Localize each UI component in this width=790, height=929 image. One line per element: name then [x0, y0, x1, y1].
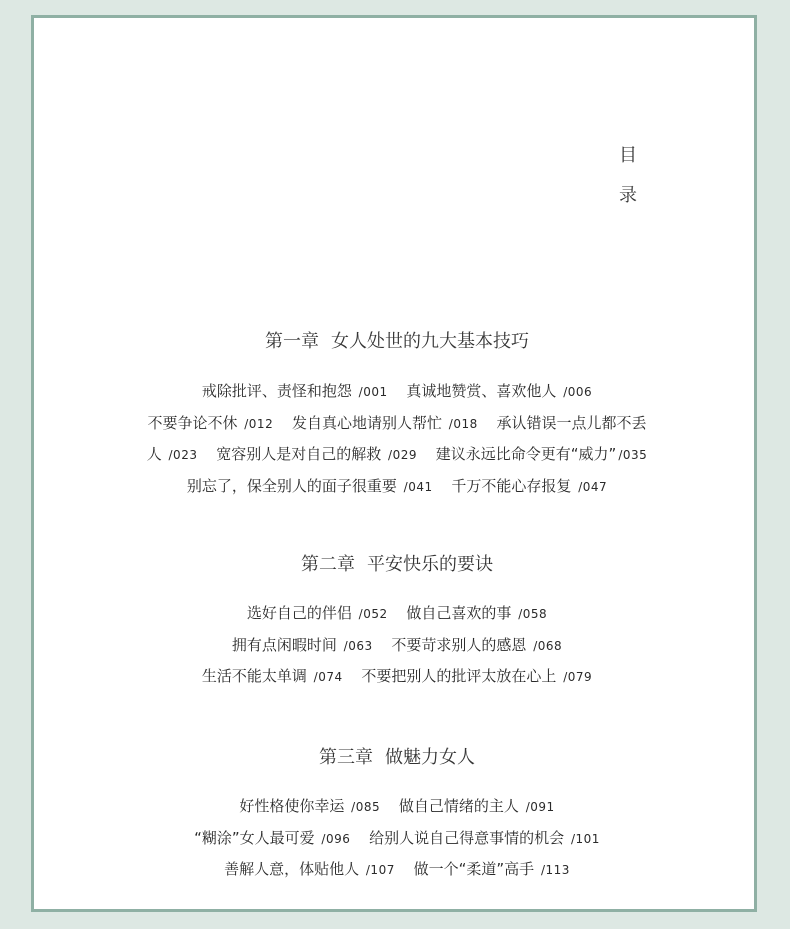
toc-line — [34, 439, 760, 471]
chapter-1-heading — [34, 327, 760, 353]
chapter-title: 平安快乐的要诀 — [367, 554, 493, 575]
toc-line — [34, 376, 760, 408]
toc-entry[interactable]: 建议永远比命令更有“威力” /035 — [435, 445, 648, 463]
toc-entry[interactable]: 生活不能太单调 /074 — [201, 667, 343, 685]
toc-entry[interactable]: 做自己情绪的主人 /091 — [398, 797, 555, 815]
toc-entry[interactable]: “糊涂”女人最可爱 /096 — [194, 828, 351, 847]
toc-entry[interactable]: 宽容别人是对自己的解救 /029 — [216, 445, 417, 463]
toc-entry[interactable]: 给别人说自己得意事情的机会 /101 — [369, 828, 600, 847]
toc-entry[interactable]: 做自己喜欢的事 /058 — [406, 604, 548, 622]
toc-line — [34, 791, 760, 823]
toc-entry[interactable]: 不要苛求别人的感恩 /068 — [391, 635, 563, 654]
toc-heading — [618, 136, 638, 216]
chapter-2-entries — [34, 598, 760, 693]
chapter-title: 女人处世的九大基本技巧 — [331, 331, 529, 352]
toc-line — [34, 854, 760, 886]
toc-entry[interactable]: 发自真心地请别人帮忙 /018 — [291, 413, 478, 432]
toc-line — [34, 630, 760, 662]
toc-entry[interactable]: 人 /023 — [146, 445, 198, 463]
toc-entry[interactable]: 不要把别人的批评太放在心上 /079 — [361, 667, 593, 685]
chapter-number: 第三章 — [319, 747, 373, 768]
toc-heading-char-2: 录 — [619, 185, 637, 206]
book-page — [31, 15, 757, 912]
chapter-number: 第二章 — [301, 554, 355, 575]
toc-entry[interactable]: 真诚地赞赏、喜欢他人 /006 — [406, 382, 593, 400]
toc-entry[interactable]: 别忘了，保全别人的面子很重要 /041 — [186, 476, 433, 495]
toc-line — [34, 598, 760, 630]
toc-entry[interactable]: 不要争论不休 /012 — [147, 413, 274, 432]
toc-entry[interactable]: 千万不能心存报复 /047 — [451, 476, 608, 495]
chapter-1-entries — [34, 376, 760, 502]
toc-entry[interactable]: 好性格使你幸运 /085 — [239, 797, 381, 815]
toc-line — [34, 661, 760, 693]
toc-entry[interactable]: 善解人意，体贴他人 /107 — [224, 860, 395, 878]
toc-entry[interactable]: 承认错误一点儿都不丢 — [496, 413, 647, 432]
toc-entry[interactable]: 戒除批评、责怪和抱怨 /001 — [201, 382, 388, 400]
toc-entry[interactable]: 做一个“柔道”高手 /113 — [413, 860, 570, 878]
chapter-number: 第一章 — [265, 331, 319, 352]
toc-line — [34, 823, 760, 855]
toc-line — [34, 408, 760, 440]
toc-line — [34, 471, 760, 503]
chapter-title: 做魅力女人 — [385, 747, 475, 768]
chapter-3-entries — [34, 791, 760, 886]
chapter-3-heading — [34, 743, 760, 769]
toc-entry[interactable]: 选好自己的伴侣 /052 — [246, 604, 388, 622]
chapter-2-heading — [34, 550, 760, 576]
toc-heading-char-1: 目 — [619, 145, 637, 166]
toc-entry[interactable]: 拥有点闲暇时间 /063 — [231, 635, 373, 654]
